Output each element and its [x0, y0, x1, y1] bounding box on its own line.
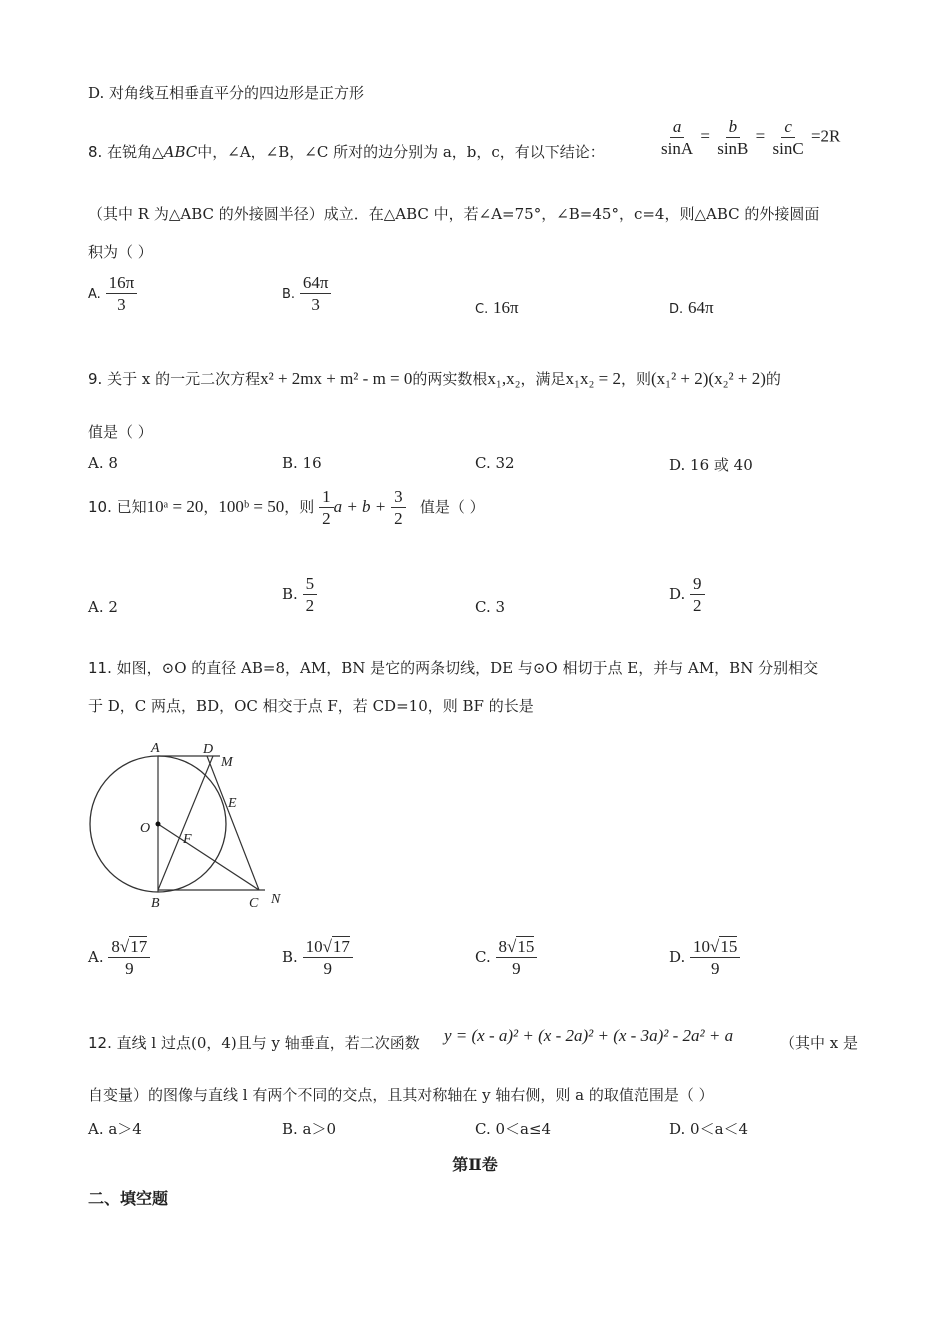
q10-option-b: B. $\frac{5}{2}$ — [282, 573, 317, 617]
q9-equation: x² + 2mx + m² - m = 0 — [260, 369, 413, 388]
q9-expression: (x₁² + 2)(x₂² + 2) — [651, 369, 766, 388]
label-f: F — [183, 832, 192, 847]
q9-condition: x₁x₂ = 2 — [565, 369, 621, 388]
q12-number: 12. — [88, 1034, 112, 1052]
q11-line1: 11. 如图，⊙O 的直径 AB=8，AM，BN 是它的两条切线，DE 与⊙O 相切于点 E，并与 AM，BN 分别相交 — [88, 659, 819, 677]
q12-line1: 12. 直线 l 过点(0，4)且与 y 轴垂直，若二次函数 — [88, 1034, 420, 1052]
q10-eq2: 100ᵇ = 50 — [218, 496, 285, 516]
label-b: B — [151, 896, 160, 911]
q11-option-a: A. $\frac{8√17}{9}$ — [88, 936, 150, 980]
q8-abc: ABC — [163, 143, 198, 161]
label-m: M — [221, 755, 233, 770]
q10-option-a: A. 2 — [88, 598, 118, 616]
q8-number: 8. — [88, 143, 103, 161]
q9-option-a: A. 8 — [88, 454, 118, 472]
q12-option-a: A. a＞4 — [88, 1120, 142, 1138]
q10-option-d: D. $\frac{9}{2}$ — [669, 573, 705, 617]
q9-line1: 9. 关于 x 的一元二次方程x² + 2mx + m² - m = 0的两实数根x₁,x₂，满足x₁x₂ = 2，则(x₁² + 2)(x₂² + 2)的 — [88, 369, 781, 388]
section-heading: 二、填空题 — [88, 1189, 169, 1208]
q12-text2: （其中 x 是 — [780, 1034, 858, 1052]
line-bd — [158, 756, 213, 890]
line-dc — [207, 756, 259, 890]
q12-function: y = (x - a)² + (x - 2a)² + (x - 3a)² - 2a² + a — [444, 1026, 734, 1045]
label-c: C — [249, 896, 259, 911]
q12-line2: 自变量）的图像与直线 l 有两个不同的交点，且其对称轴在 y 轴右侧，则 a 的取值范围是（ ） — [88, 1086, 714, 1104]
q12-option-b: B. a＞0 — [282, 1120, 337, 1138]
q8-option-c: C. 16π — [475, 298, 519, 317]
label-o: O — [140, 821, 151, 836]
q7-option-d: D. 对角线互相垂直平分的四边形是正方形 — [88, 84, 365, 102]
q9-roots: x₁,x₂ — [487, 369, 521, 388]
q10-option-c: C. 3 — [475, 598, 506, 616]
q9-option-d: D. 16 或 40 — [669, 456, 753, 474]
q10-number: 10. — [88, 497, 112, 516]
q8-option-d: D. 64π — [669, 298, 714, 317]
q8-option-a: A. $\frac{16\pi}{3}$ — [88, 272, 137, 316]
q10-line: 10. 已知10ᵃ = 20，100ᵇ = 50，则 $\frac{1}{2}$ a + b + $\frac{3}{2}$ 值是（ ） — [88, 487, 485, 529]
q10-eq1: 10ᵃ = 20 — [146, 496, 204, 516]
label-e: E — [228, 796, 237, 811]
label-a: A — [151, 741, 160, 756]
q9-option-b: B. 16 — [282, 454, 322, 472]
q8-text2: 中，∠A，∠B，∠C 所对的边分别为 a，b，c，有以下结论： — [197, 143, 605, 161]
q11-figure — [85, 735, 295, 915]
q11-number: 11. — [88, 659, 112, 677]
q12-option-c: C. 0＜a≤4 — [475, 1120, 552, 1138]
volume-title: 第Ⅱ卷 — [452, 1155, 498, 1174]
q8-law-of-sines: $\frac{a}{\sin A}$ = $\frac{b}{\sin B}$ = $\frac{c}{\sin C}$ =2R — [661, 117, 841, 159]
q8-text1: 在锐角△ — [107, 143, 164, 161]
label-d: D — [203, 742, 214, 757]
q8-option-b: B. $\frac{64\pi}{3}$ — [282, 272, 331, 316]
center-point — [156, 822, 161, 827]
q11-option-b: B. $\frac{10√17}{9}$ — [282, 936, 353, 980]
q11-option-c: C. $\frac{8√15}{9}$ — [475, 936, 537, 980]
q9-option-c: C. 32 — [475, 454, 515, 472]
label-n: N — [271, 892, 281, 907]
q11-option-d: D. $\frac{10√15}{9}$ — [669, 936, 740, 980]
q11-line2: 于 D，C 两点，BD，OC 相交于点 F，若 CD=10，则 BF 的长是 — [88, 697, 534, 715]
line-oc — [158, 824, 259, 890]
q9-number: 9. — [88, 370, 103, 388]
q8-line2: （其中 R 为△ABC 的外接圆半径）成立．在△ABC 中，若∠A=75°，∠B=45°，c=4，则△ABC 的外接圆面 — [88, 205, 820, 223]
q8-line1 — [88, 141, 605, 162]
q9-line2: 值是（ ） — [88, 423, 153, 441]
q12-option-d: D. 0＜a＜4 — [669, 1120, 749, 1138]
q8-line3: 积为（ ） — [88, 243, 153, 261]
